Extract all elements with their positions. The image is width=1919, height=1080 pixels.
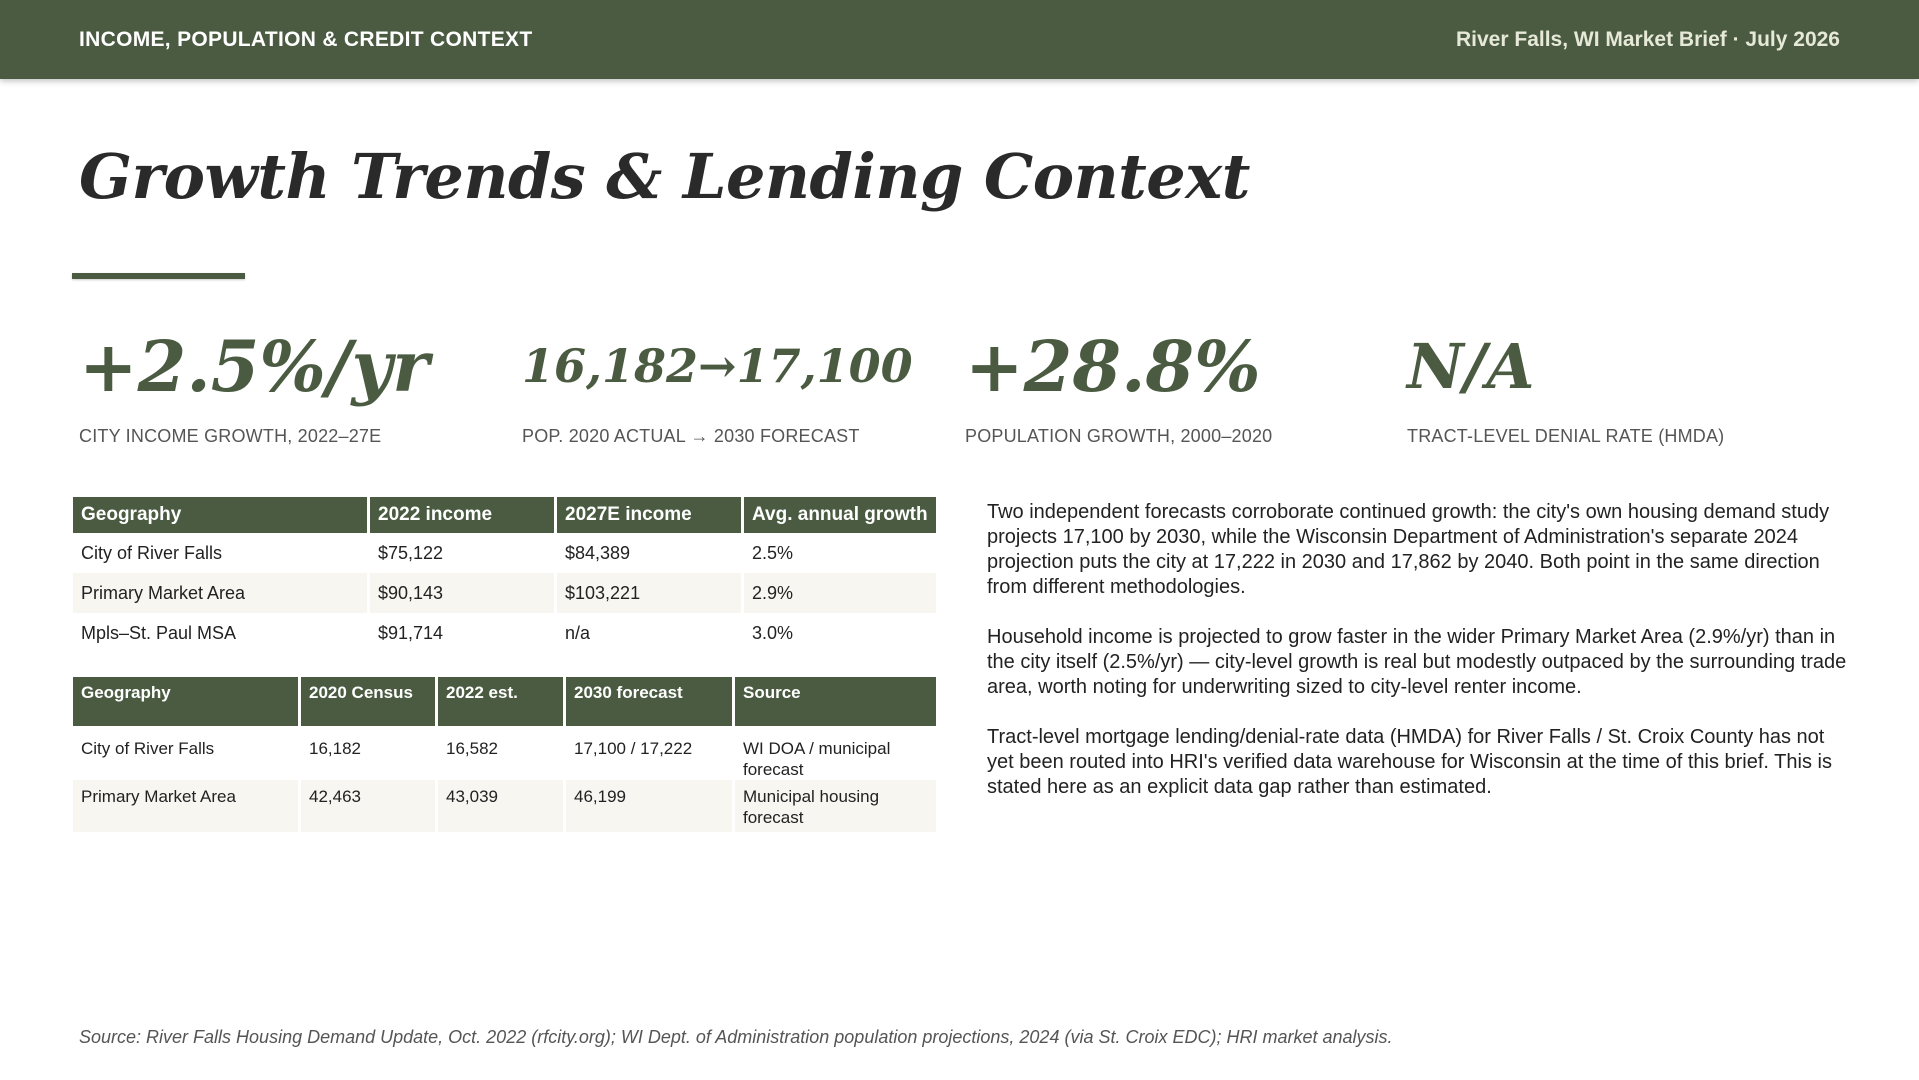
table-cell: n/a [565, 622, 591, 643]
table-cell: 17,100 / 17,222 [574, 739, 693, 758]
commentary-paragraph: Tract-level mortgage lending/denial-rate data (HMDA) for River Falls / St. Croix County has not yet been routed into HRI's verified data warehouse for Wisconsin at the time of this brief. This is stated here as an explicit data gap rather than estimated. [987, 726, 1832, 798]
kpi-population-forecast [522, 326, 913, 447]
kpi-value: 16,182→17,100 [522, 339, 913, 393]
kpi-value: +2.5%/yr [79, 324, 430, 408]
page-title: Growth Trends & Lending Context [79, 140, 1250, 213]
table-cell: City of River Falls [81, 739, 215, 758]
kpi-label: POPULATION GROWTH, 2000–2020 [965, 426, 1273, 446]
column-header: 2022 est. [438, 677, 563, 726]
column-header: Geography [73, 677, 298, 726]
table-cell: $90,143 [370, 573, 554, 613]
table-cell: 43,039 [438, 780, 563, 832]
source-footnote: Source: River Falls Housing Demand Update, Oct. 2022 (rfcity.org); WI Dept. of Administration population projections, 2024 (via St. Croix EDC); HRI market analysis. [79, 1027, 1393, 1047]
population-table [70, 677, 939, 832]
table-cell: 16,582 [446, 739, 498, 758]
table-row [73, 780, 936, 832]
table-cell: Municipal housing forecast [735, 780, 936, 832]
column-header: 2030 forecast [566, 677, 732, 726]
table-cell: Mpls–St. Paul MSA [81, 622, 237, 643]
table-cell: Primary Market Area [73, 573, 367, 613]
section-title: INCOME, POPULATION & CREDIT CONTEXT [79, 28, 533, 51]
table-row [73, 726, 936, 780]
commentary-paragraph: Two independent forecasts corroborate continued growth: the city's own housing demand study projects 17,100 by 2030, while the Wisconsin Department of Administration's separate 2024 projection puts the city at 17,222 in 2030 and 17,862 by 2040. Both point in the same direction from different methodologies. [987, 501, 1830, 598]
column-header: 2027E income [557, 497, 741, 533]
table-cell: $91,714 [378, 622, 444, 643]
column-header: 2020 Census [301, 677, 435, 726]
table-cell: City of River Falls [81, 542, 223, 563]
commentary [987, 500, 1847, 825]
column-header: Geography [73, 497, 367, 533]
title-underline [72, 273, 245, 279]
column-header: 2022 income [370, 497, 554, 533]
table-cell: $84,389 [565, 542, 631, 563]
brief-title: River Falls, WI Market Brief · July 2026 [1456, 28, 1840, 51]
kpi-population-growth [965, 326, 1272, 447]
table-header-row [73, 497, 936, 533]
table-cell: $103,221 [557, 573, 741, 613]
kpi-denial-rate [1407, 326, 1724, 447]
table-cell: 2.5% [752, 542, 794, 563]
kpi-label: TRACT-LEVEL DENIAL RATE (HMDA) [1407, 426, 1725, 446]
table-cell: 2.9% [744, 573, 936, 613]
column-header: Source [735, 677, 936, 726]
kpi-label: CITY INCOME GROWTH, 2022–27E [79, 426, 382, 446]
table-cell: WI DOA / municipal forecast [743, 739, 891, 779]
table-cell: Primary Market Area [73, 780, 298, 832]
header-bar [0, 0, 1919, 79]
table-cell: 3.0% [752, 622, 794, 643]
commentary-paragraph: Household income is projected to grow faster in the wider Primary Market Area (2.9%/yr) than in the city itself (2.5%/yr) — city-level growth is real but modestly outpaced by the surrounding trade area, worth noting for underwriting sized to city-level renter income. [987, 626, 1847, 698]
kpi-value: +28.8% [965, 324, 1261, 408]
table-cell: 16,182 [309, 739, 361, 758]
kpi-label: POP. 2020 ACTUAL → 2030 FORECAST [522, 426, 860, 446]
table-header-row [73, 677, 936, 726]
income-table [70, 497, 939, 653]
kpi-value: N/A [1407, 329, 1535, 403]
table-row [73, 573, 936, 613]
table-cell: 42,463 [301, 780, 435, 832]
column-header: Avg. annual growth [744, 497, 936, 533]
table-cell: 46,199 [566, 780, 732, 832]
table-row [73, 533, 936, 573]
table-row [73, 613, 936, 653]
kpi-income-growth [79, 326, 429, 447]
table-cell: $75,122 [378, 542, 444, 563]
